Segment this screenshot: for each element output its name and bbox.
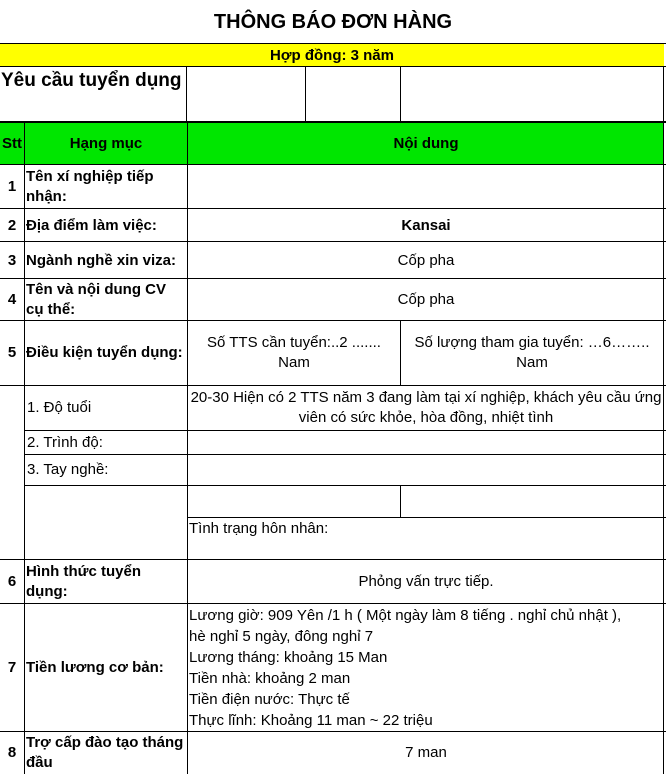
- row-number: 5: [7, 344, 17, 361]
- row-label-job-content: Tên và nội dung CV cụ thể:: [26, 281, 167, 318]
- grid-line: [0, 559, 666, 560]
- grid-line: [0, 385, 666, 386]
- salary-details: [189, 605, 663, 731]
- salary-line: Lương giờ: 909 Yên /1 h ( Một ngày làm 8 tiếng . nghỉ chủ nhật ),: [189, 607, 622, 624]
- grid-line: [0, 731, 666, 732]
- grid-line: [0, 121, 666, 123]
- row-number: 8: [7, 744, 17, 761]
- marital-status-label: Tình trạng hôn nhân:: [189, 520, 329, 537]
- grid-line: [0, 43, 666, 44]
- request-label: Yêu cầu tuyển dụng: [1, 70, 182, 91]
- row-label-location: Địa điểm làm việc:: [26, 216, 157, 234]
- row-number: 1: [7, 178, 17, 195]
- grid-line: [663, 66, 664, 774]
- row-label-training-allowance: Trợ cấp đào tạo tháng đầu: [26, 734, 184, 771]
- row-label-company: Tên xí nghiệp tiếp nhận:: [26, 168, 154, 205]
- grid-line: [0, 278, 666, 279]
- age-label: 1. Độ tuổi: [27, 399, 92, 416]
- row-number: 7: [7, 659, 17, 676]
- salary-line: Tiền nhà: khoảng 2 man: [189, 670, 351, 687]
- contract-banner: Hợp đồng: 3 năm: [0, 44, 664, 66]
- grid-line: [0, 208, 666, 209]
- training-allowance-value: 7 man: [405, 744, 447, 761]
- grid-line: [0, 66, 666, 67]
- row-label-salary: Tiền lương cơ bản:: [26, 659, 164, 676]
- recruit-form-value: Phỏng vấn trực tiếp.: [358, 573, 494, 590]
- grid-line: [25, 454, 666, 455]
- recruit-count: Số TTS cần tuyển:..2 ....... Nam: [207, 334, 381, 371]
- education-label: 2. Trình độ:: [27, 433, 103, 451]
- grid-line: [0, 320, 666, 321]
- page-title: THÔNG BÁO ĐƠN HÀNG: [213, 10, 453, 33]
- header-content: Nội dung: [393, 135, 459, 152]
- row-label-conditions: Điều kiện tuyển dụng:: [26, 344, 183, 361]
- salary-line: hè nghỉ 5 ngày, đông nghỉ 7: [189, 628, 374, 645]
- grid-line: [188, 517, 666, 518]
- salary-line: Lương tháng: khoảng 15 Man: [189, 649, 388, 666]
- row-label-recruit-form: Hình thức tuyển dụng:: [26, 563, 142, 600]
- row-number: 6: [7, 573, 17, 590]
- grid-line: [24, 122, 25, 774]
- salary-line: Tiền điện nước: Thực tế: [189, 691, 350, 708]
- header-category: Hạng mục: [69, 135, 143, 152]
- row-number: 3: [7, 251, 17, 269]
- header-stt: Stt: [2, 135, 22, 152]
- job-content-value: Cốp pha: [397, 291, 455, 308]
- grid-line: [400, 486, 401, 517]
- row-label-visa-trade: Ngành nghề xin viza:: [26, 251, 177, 269]
- salary-line: Thực lĩnh: Khoảng 11 man ~ 22 triệu: [189, 712, 433, 729]
- location-value: Kansai: [401, 216, 451, 234]
- row-number: 2: [7, 216, 17, 234]
- grid-line: [187, 122, 188, 774]
- grid-line: [400, 66, 401, 122]
- age-value: 20-30 Hiện có 2 TTS năm 3 đang làm tại xí nghiệp, khách yêu cầu ứng viên có sức khỏe, hòa đồng, nhiệt tình: [190, 389, 662, 426]
- grid-line: [25, 485, 666, 486]
- grid-line: [186, 66, 187, 122]
- grid-line: [400, 321, 401, 385]
- participant-count: Số lượng tham gia tuyển: …6…….. Nam: [414, 334, 650, 371]
- skill-label: 3. Tay nghề:: [27, 461, 109, 478]
- grid-line: [25, 430, 666, 431]
- visa-trade-value: Cốp pha: [397, 251, 455, 269]
- grid-line: [0, 241, 666, 242]
- grid-line: [0, 603, 666, 604]
- row-number: 4: [7, 291, 17, 308]
- grid-line: [305, 66, 306, 122]
- grid-line: [0, 164, 666, 165]
